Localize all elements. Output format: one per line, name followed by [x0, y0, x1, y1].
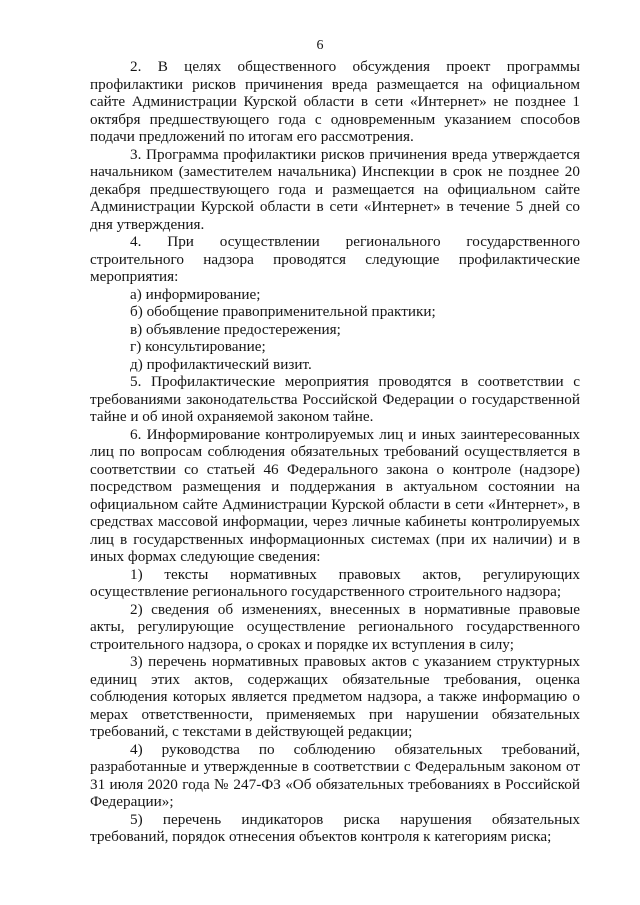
list-item-v: в) объявление предостережения;: [130, 320, 341, 338]
paragraph-6: 6. Информирование контролируемых лиц и иных заинтересованных лиц по вопросам соблюдения обязательных требований осуществляется в соответствии со статьей 46 Федерального закона о контроле (надзоре) посредством размещения и поддержания в актуальном состоянии на официальном сайте Администрации Курской области в сети «Интернет», в средствах массовой информации, через личные кабинеты контролируемых лиц в государственных информационных системах (при их наличии) и в иных формах следующие сведения:: [90, 425, 580, 565]
subitem-3: 3) перечень нормативных правовых актов с указанием структурных единиц этих актов, содержащих обязательные требования, оценка соблюдения которых является предметом надзора, а также информацию о мерах ответственности, применяемых при нарушении обязательных требований, с текстами в действующей редакции;: [90, 653, 580, 740]
subitem-1: 1) тексты нормативных правовых актов, регулирующих осуществление регионального государственного строительного надзора;: [90, 565, 580, 600]
paragraph-2: 2. В целях общественного обсуждения проект программы профилактики рисков причинения вреда размещается на официальном сайте Администрации Курской области в сети «Интернет» не позднее 1 октября предшествующего года с одновременным указанием способов подачи предложений по итогам его рассмотрения.: [90, 58, 580, 145]
paragraph-5: 5. Профилактические мероприятия проводятся в соответствии с требованиями законодательства Российской Федерации о государственной тайне и об иной охраняемой законом тайне.: [90, 373, 580, 425]
subitem-2: 2) сведения об изменениях, внесенных в нормативные правовые акты, регулирующие осуществление регионального государственного строительного надзора, о сроках и порядке их вступления в силу;: [90, 600, 580, 653]
paragraph-3: 3. Программа профилактики рисков причинения вреда утверждается начальником (заместителем начальника) Инспекции в срок не позднее 20 декабря предшествующего года и размещается на официальном сайте Администрации Курской области в сети «Интернет» в течение 5 дней со дня утверждения.: [90, 145, 580, 233]
list-item-d: д) профилактический визит.: [130, 355, 312, 373]
paragraph-4: 4. При осуществлении регионального государственного строительного надзора проводятся следующие профилактические мероприятия:: [90, 233, 580, 285]
page-number: 6: [316, 38, 324, 53]
subitem-5: 5) перечень индикаторов риска нарушения обязательных требований, порядок отнесения объектов контроля к категориям риска;: [90, 810, 580, 845]
list-item-g: г) консультирование;: [130, 338, 266, 355]
list-item-b: б) обобщение правоприменительной практики;: [130, 303, 436, 320]
list-item-a: а) информирование;: [130, 285, 261, 303]
subitem-4: 4) руководства по соблюдению обязательных требований, разработанные и утвержденные в соответствии с Федеральным законом от 31 июля 2020 года № 247-ФЗ «Об обязательных требованиях в Российской Федерации»;: [90, 740, 580, 810]
document-body: [90, 58, 580, 846]
